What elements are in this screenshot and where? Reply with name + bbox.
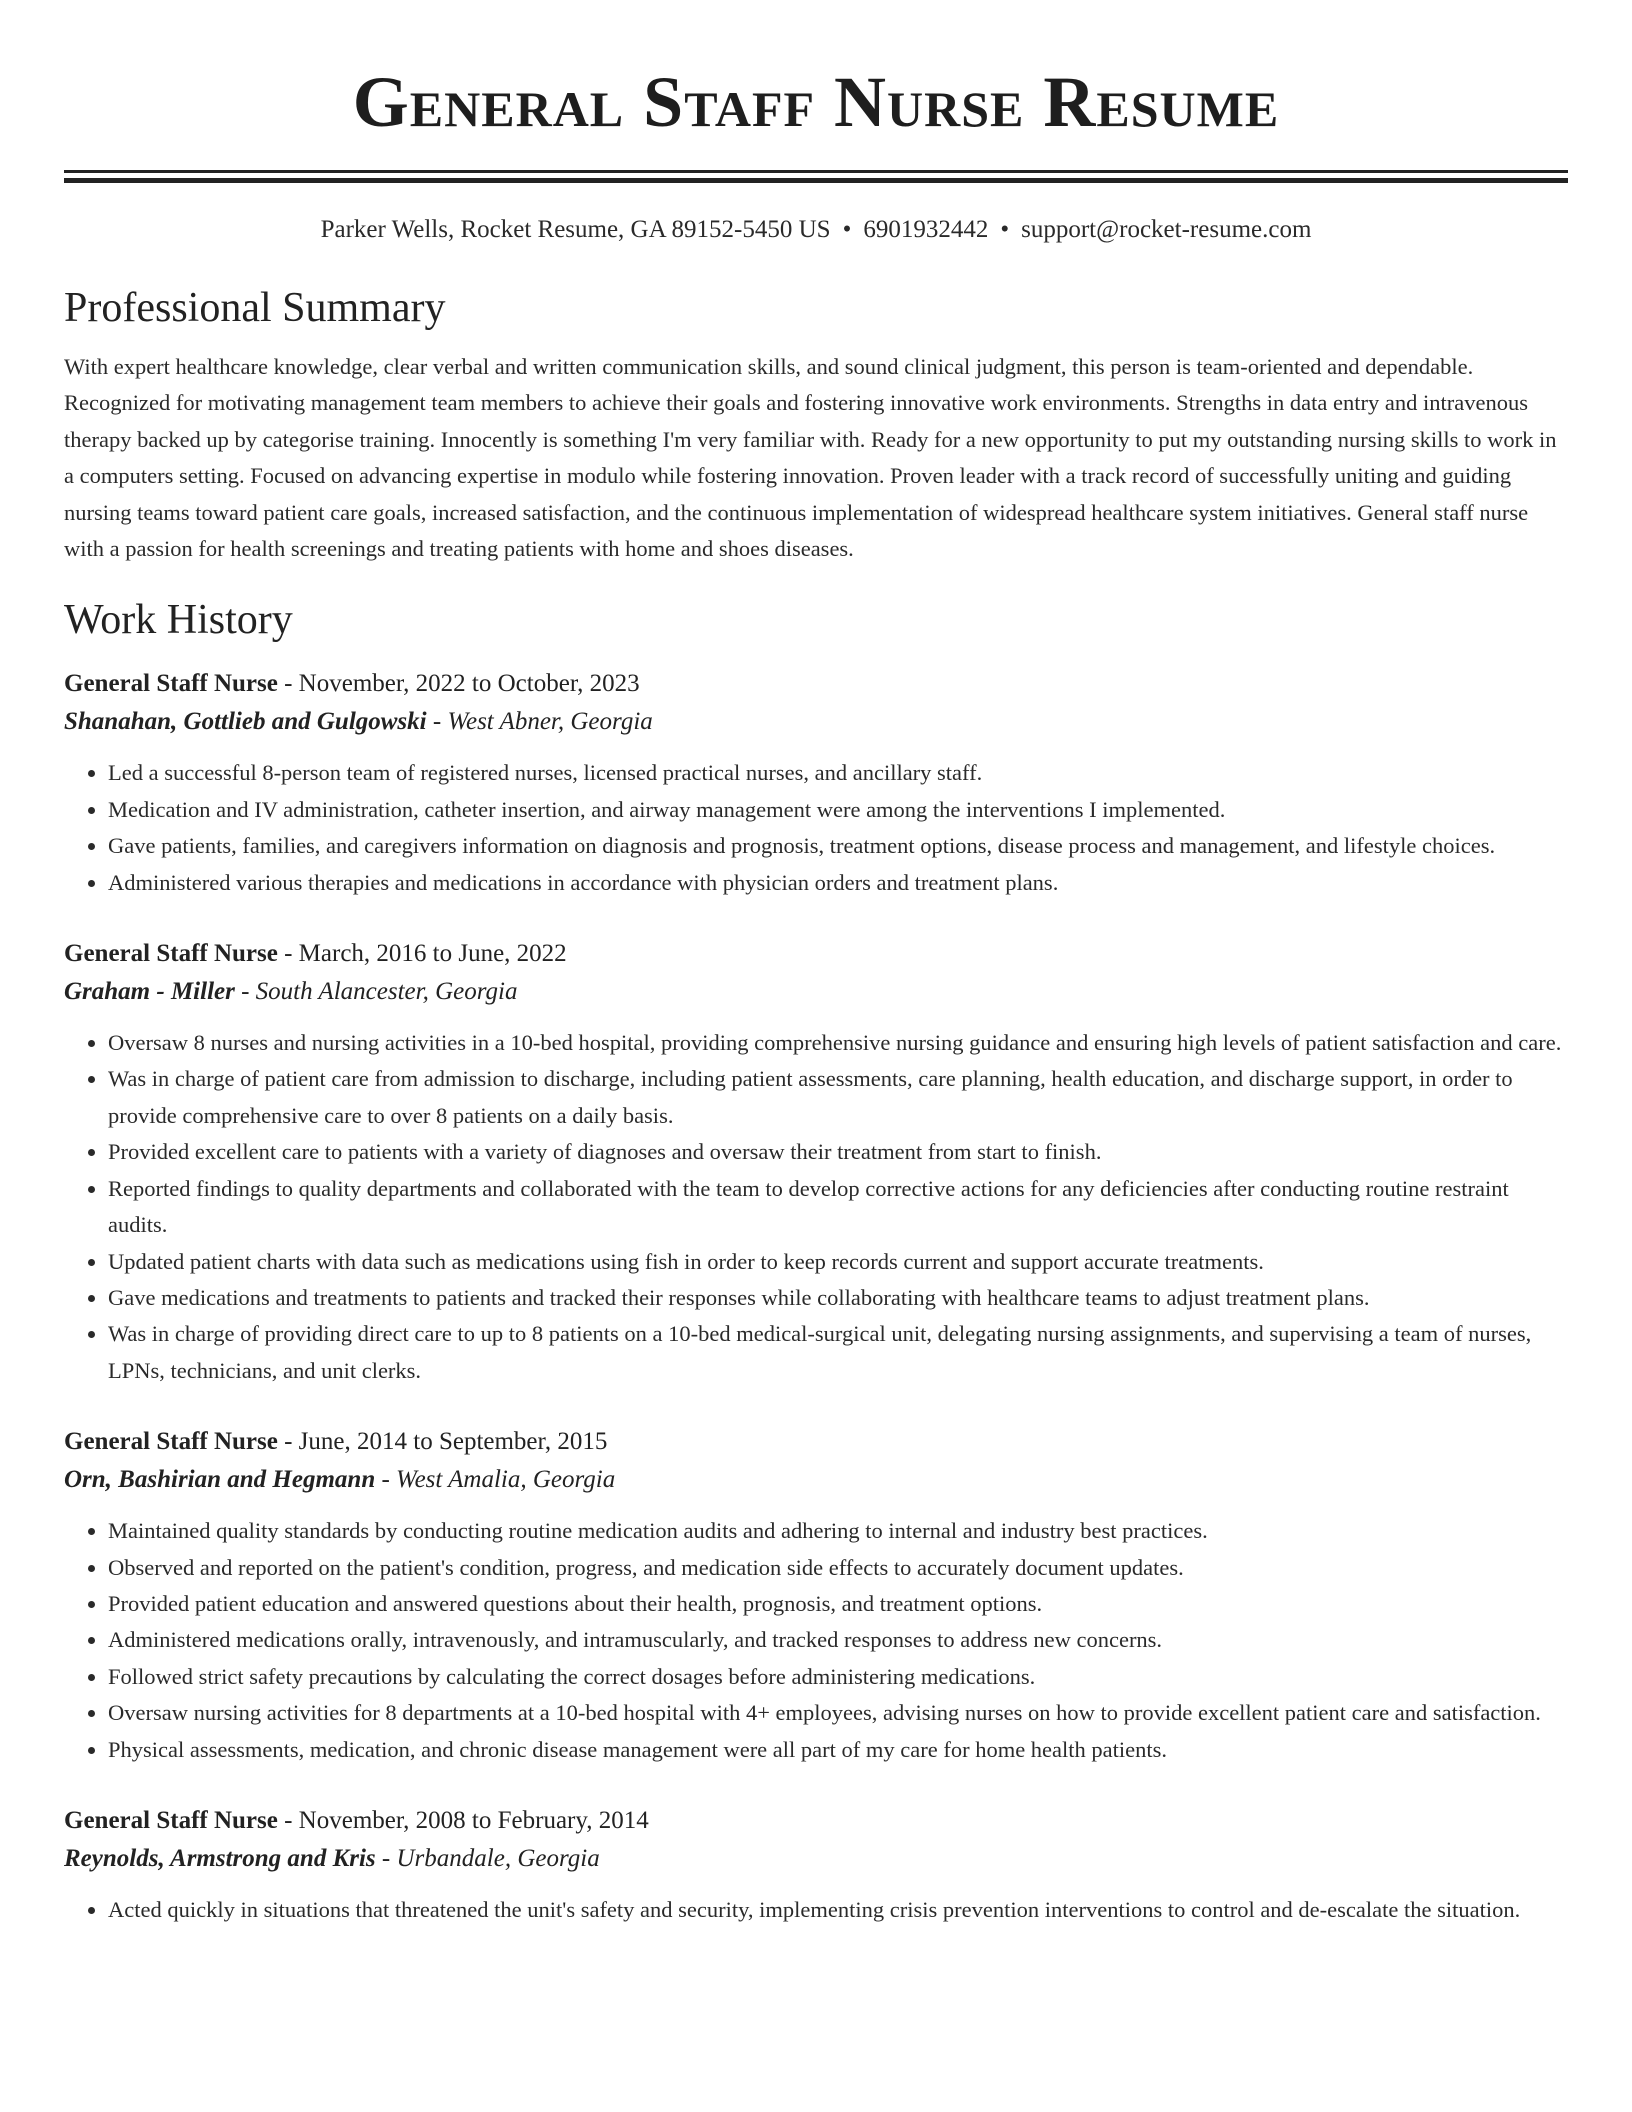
job-bullet: • Led a successful 8-person team of registered nurses, licensed practical nurses, and ancillary staff. (108, 755, 1568, 791)
job-bullet: • Followed strict safety precautions by calculating the correct dosages before administering medications. (108, 1659, 1568, 1695)
job-company-line (64, 1461, 1568, 1499)
summary-text: With expert healthcare knowledge, clear verbal and written communication skills, and sound clinical judgment, this person is team-oriented and dependable. Recognized for motivating management team members to achieve their goals and fostering innovative work environments. Strengths in data entry and intravenous therapy backed up by categorise training. Innocently is something I'm very familiar with. Ready for a new opportunity to put my outstanding nursing skills to work in a computers setting. Focused on advancing expertise in modulo while fostering innovation. Proven leader with a track record of successfully uniting and guiding nursing teams toward patient care goals, increased satisfaction, and the continuous implementation of widespread healthcare system initiatives. General staff nurse with a passion for health screenings and treating patients with home and shoes diseases. (64, 354, 1557, 562)
job-title-line (64, 1802, 1568, 1840)
job-bullet: • Medication and IV administration, catheter insertion, and airway management were among the interventions I implemented. (108, 792, 1568, 828)
job-bullet: • Provided patient education and answered questions about their health, prognosis, and treatment options. (108, 1586, 1568, 1622)
job-bullet: • Gave medications and treatments to patients and tracked their responses while collaborating with healthcare teams to adjust treatment plans. (108, 1280, 1568, 1316)
resume-title: General Staff Nurse Resume (352, 62, 1280, 142)
job-location: - Urbandale, Georgia (375, 1844, 600, 1872)
contact-line (64, 213, 1568, 247)
contact-separator: • (842, 216, 852, 243)
work-history-list (64, 665, 1568, 1928)
job-bullet: • Updated patient charts with data such as medications using fish in order to keep records current and support accurate treatments. (108, 1244, 1568, 1280)
job-bullet: • Oversaw 8 nurses and nursing activities in a 10-bed hospital, providing comprehensive nursing guidance and ensuring high levels of patient satisfaction and care. (108, 1025, 1568, 1061)
summary-heading: Professional Summary (64, 285, 446, 331)
contact-address: Parker Wells, Rocket Resume, GA 89152-5450 US (320, 216, 831, 243)
job-title-line (64, 1423, 1568, 1461)
job-bullet: • Administered various therapies and medications in accordance with physician orders and treatment plans. (108, 865, 1568, 901)
job-bullets (64, 755, 1568, 901)
job-location: - West Amalia, Georgia (375, 1466, 616, 1494)
contact-separator: • (1000, 216, 1010, 243)
job-bullet: • Observed and reported on the patient's condition, progress, and medication side effects to accurately document updates. (108, 1550, 1568, 1586)
job-company-line (64, 1840, 1568, 1878)
job-bullets (64, 1513, 1568, 1768)
job-entry (64, 935, 1568, 1389)
job-bullet: • Was in charge of providing direct care to up to 8 patients on a 10-bed medical-surgical unit, delegating nursing assignments, and supervising a team of nurses, LPNs, technicians, and unit clerks. (108, 1316, 1568, 1389)
job-company: Shanahan, Gottlieb and Gulgowski (64, 708, 427, 736)
job-company: Graham - Miller (64, 978, 235, 1006)
job-bullet: • Reported findings to quality departments and collaborated with the team to develop corrective actions for any deficiencies after conducting routine restraint audits. (108, 1171, 1568, 1244)
job-bullet: • Gave patients, families, and caregivers information on diagnosis and prognosis, treatment options, disease process and management, and lifestyle choices. (108, 828, 1568, 864)
job-company-line (64, 703, 1568, 741)
job-dates: - June, 2014 to September, 2015 (277, 1428, 608, 1456)
title-divider-bottom (64, 178, 1568, 183)
contact-email: support@rocket-resume.com (1021, 216, 1312, 243)
title-divider-top (64, 170, 1568, 173)
job-role: General Staff Nurse (64, 670, 278, 698)
work-history-heading: Work History (64, 597, 293, 644)
job-bullet: • Was in charge of patient care from admission to discharge, including patient assessments, care planning, health education, and discharge support, in order to provide comprehensive care to over 8 patients on a daily basis. (108, 1061, 1568, 1134)
job-title-line (64, 935, 1568, 973)
job-location: - West Abner, Georgia (426, 708, 653, 736)
job-role: General Staff Nurse (64, 1428, 278, 1456)
job-bullet: • Maintained quality standards by conducting routine medication audits and adhering to internal and industry best practices. (108, 1513, 1568, 1549)
contact-phone: 6901932442 (863, 216, 989, 243)
job-company-line (64, 973, 1568, 1011)
job-bullet: • Oversaw nursing activities for 8 departments at a 10-bed hospital with 4+ employees, advising nurses on how to provide excellent patient care and satisfaction. (108, 1695, 1568, 1731)
job-dates: - March, 2016 to June, 2022 (277, 940, 567, 968)
job-bullet: • Provided excellent care to patients with a variety of diagnoses and oversaw their treatment from start to finish. (108, 1134, 1568, 1170)
job-title-line (64, 665, 1568, 703)
job-dates: - November, 2022 to October, 2023 (277, 670, 640, 698)
job-entry (64, 665, 1568, 901)
job-bullet: • Administered medications orally, intravenously, and intramuscularly, and tracked responses to address new concerns. (108, 1622, 1568, 1658)
job-location: - South Alancester, Georgia (234, 978, 518, 1006)
job-bullet: • Physical assessments, medication, and chronic disease management were all part of my care for home health patients. (108, 1732, 1568, 1768)
job-bullet: • Acted quickly in situations that threatened the unit's safety and security, implementing crisis prevention interventions to control and de-escalate the situation. (108, 1892, 1568, 1928)
job-role: General Staff Nurse (64, 1806, 278, 1834)
job-bullets (64, 1025, 1568, 1389)
job-entry (64, 1802, 1568, 1928)
job-bullets (64, 1892, 1568, 1928)
job-company: Reynolds, Armstrong and Kris (64, 1844, 376, 1872)
job-role: General Staff Nurse (64, 940, 278, 968)
job-dates: - November, 2008 to February, 2014 (277, 1806, 649, 1834)
job-company: Orn, Bashirian and Hegmann (64, 1466, 376, 1494)
job-entry (64, 1423, 1568, 1768)
